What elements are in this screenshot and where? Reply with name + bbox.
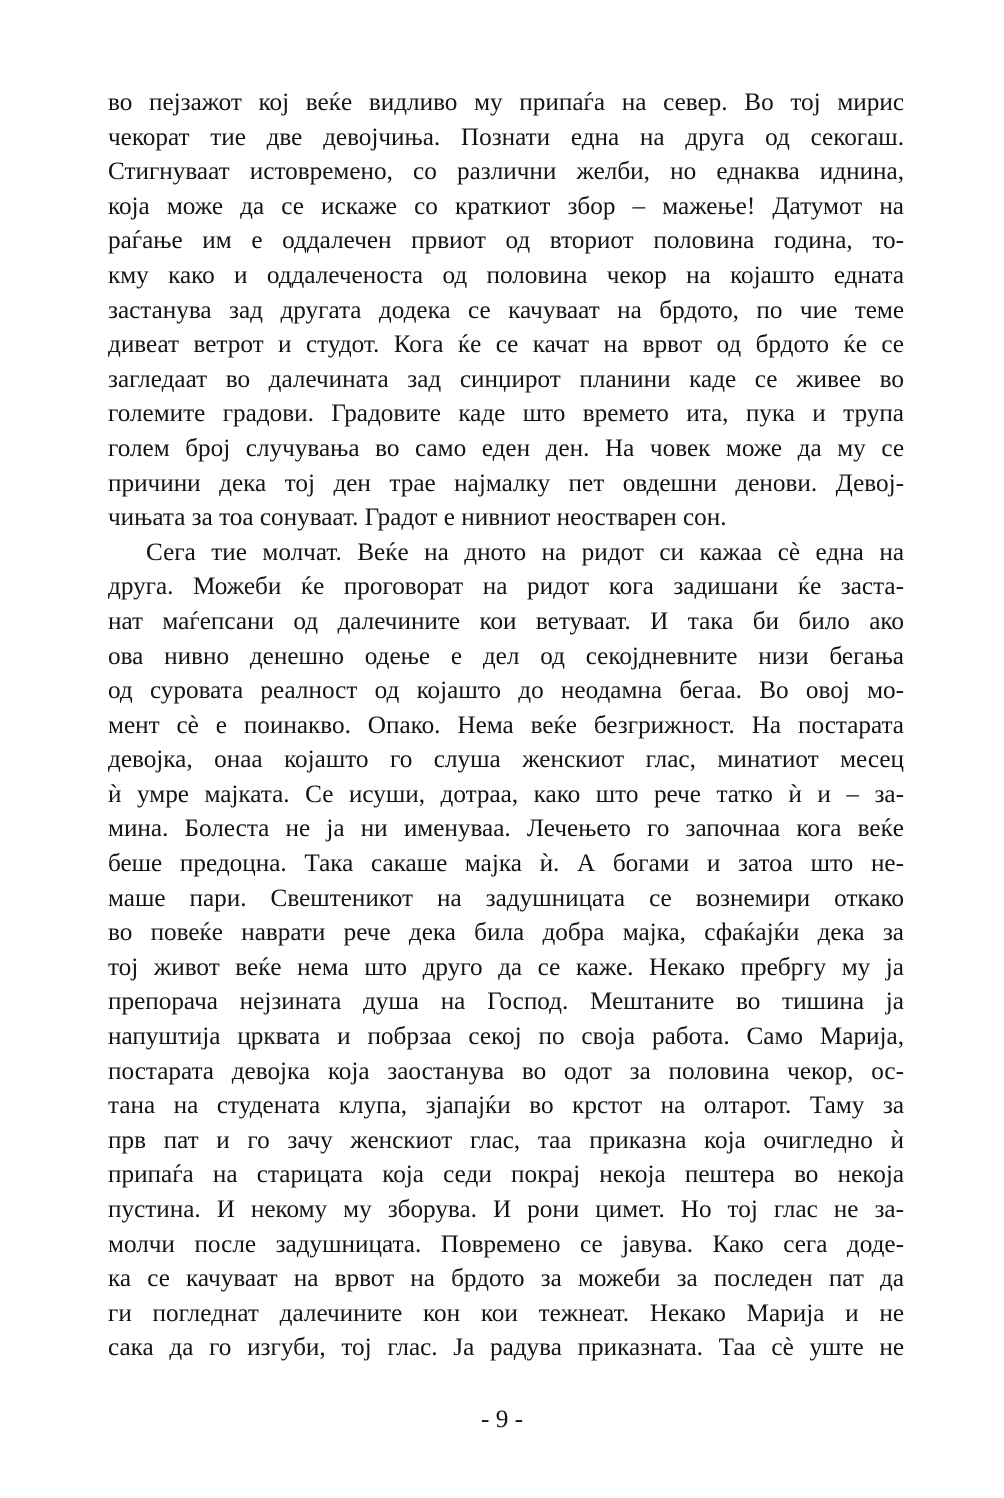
text-line: друга. Можеби ќе проговорат на ридот кога задишани ќе заста- (108, 573, 904, 601)
text-line: причини дека тој ден трае најмалку пет овдешни денови. Девој- (108, 469, 904, 497)
text-line: чекорат тие две девојчиња. Познати една на друга од секогаш. (108, 123, 904, 151)
text-line: од суровата реалност од којашто до неодамна бегаа. Во овој мо- (108, 677, 904, 705)
text-line: прв пат и го зачу женскиот глас, таа приказна која очигледно ѝ (108, 1126, 904, 1154)
text-line: Сега тие молчат. Веќе на дното на ридот си кажаа сè една на (146, 538, 904, 566)
text-line: сака да го изгуби, тој глас. Ја радува приказната. Таа сè уште не (108, 1334, 904, 1362)
text-line: молчи после задушницата. Повремено се јавува. Како сега доде- (108, 1230, 904, 1258)
page-number: - 9 - (481, 1406, 523, 1433)
paragraph-2 (108, 536, 904, 1366)
text-line: маше пари. Свештеникот на задушницата се вознемири откако (108, 884, 904, 912)
text-line: чињата за тоа сонуваат. Градот е нивниот неостварен сон. (108, 504, 727, 532)
text-line: припаѓа на старицата која седи покрај некоја пештера во некоја (108, 1161, 904, 1189)
text-line: во повеќе наврати рече дека била добра мајка, сфаќајќи дека за (108, 919, 904, 947)
text-line: девојка, онаа којашто го слуша женскиот глас, минатиот месец (108, 746, 904, 774)
text-line: беше предоцна. Така сакаше мајка ѝ. А богами и затоа што не- (108, 850, 904, 878)
text-line: ги погледнат далечините кон кои тежнеат. Некако Марија и не (108, 1299, 904, 1327)
text-line: препорача нејзината душа на Господ. Мештаните во тишина ја (108, 988, 904, 1016)
text-line: голем број случувања во само еден ден. На човек може да му се (108, 434, 904, 462)
text-line: во пејзажот кој веќе видливо му припаѓа на север. Во тој мирис (108, 89, 904, 116)
text-line: ѝ умре мајката. Се исуши, дотраа, како што рече татко ѝ и – за- (108, 780, 904, 808)
text-line: нат маѓепсани од далечините кои ветуваат. И така би било ако (108, 607, 904, 635)
text-line: кму како и оддалеченоста од половина чекор на којашто едната (108, 261, 904, 289)
text-line: постарата девојка која заостанува во одот за половина чекор, ос- (108, 1057, 904, 1085)
text-line: дивеат ветрот и студот. Кога ќе се качат на врвот од брдото ќе се (108, 331, 904, 359)
text-line: ова нивно денешно одење е дел од секојдневните низи бегања (108, 642, 904, 670)
body-text (108, 86, 904, 1366)
text-line: мина. Болеста не ја ни именуваа. Лечењето го започнаа кога веќе (108, 815, 904, 843)
text-line: тана на студената клупа, зјапајќи во крстот на олтарот. Таму за (108, 1092, 904, 1120)
text-line: тој живот веќе нема што друго да се каже. Некако пребргу му ја (108, 953, 904, 981)
text-line: која може да се искаже со краткиот збор – мажење! Датумот на (108, 192, 904, 220)
text-line: големите градови. Градовите каде што времето ита, пука и трупа (108, 400, 904, 428)
text-line: застанува зад другата додека се качуваат на брдото, по чие теме (108, 296, 904, 324)
text-line: мент сè е поинакво. Опако. Нема веќе безгрижност. На постарата (108, 711, 904, 739)
paragraph-1 (108, 86, 904, 536)
text-line: раѓање им е оддалечен првиот од вториот половина година, то- (108, 227, 904, 255)
text-line: пустина. И некому му зборува. И рони цимет. Но тој глас не за- (108, 1196, 904, 1223)
text-line: ка се качуваат на врвот на брдото за можеби за последен пат да (108, 1265, 904, 1293)
text-line: Стигнуваат истовремено, со различни желби, но еднаква иднина, (108, 158, 904, 186)
text-line: загледаат во далечината зад синџирот планини каде се живее во (108, 365, 904, 393)
text-line: напуштија црквата и побрзаа секој по своја работа. Само Марија, (108, 1023, 904, 1051)
